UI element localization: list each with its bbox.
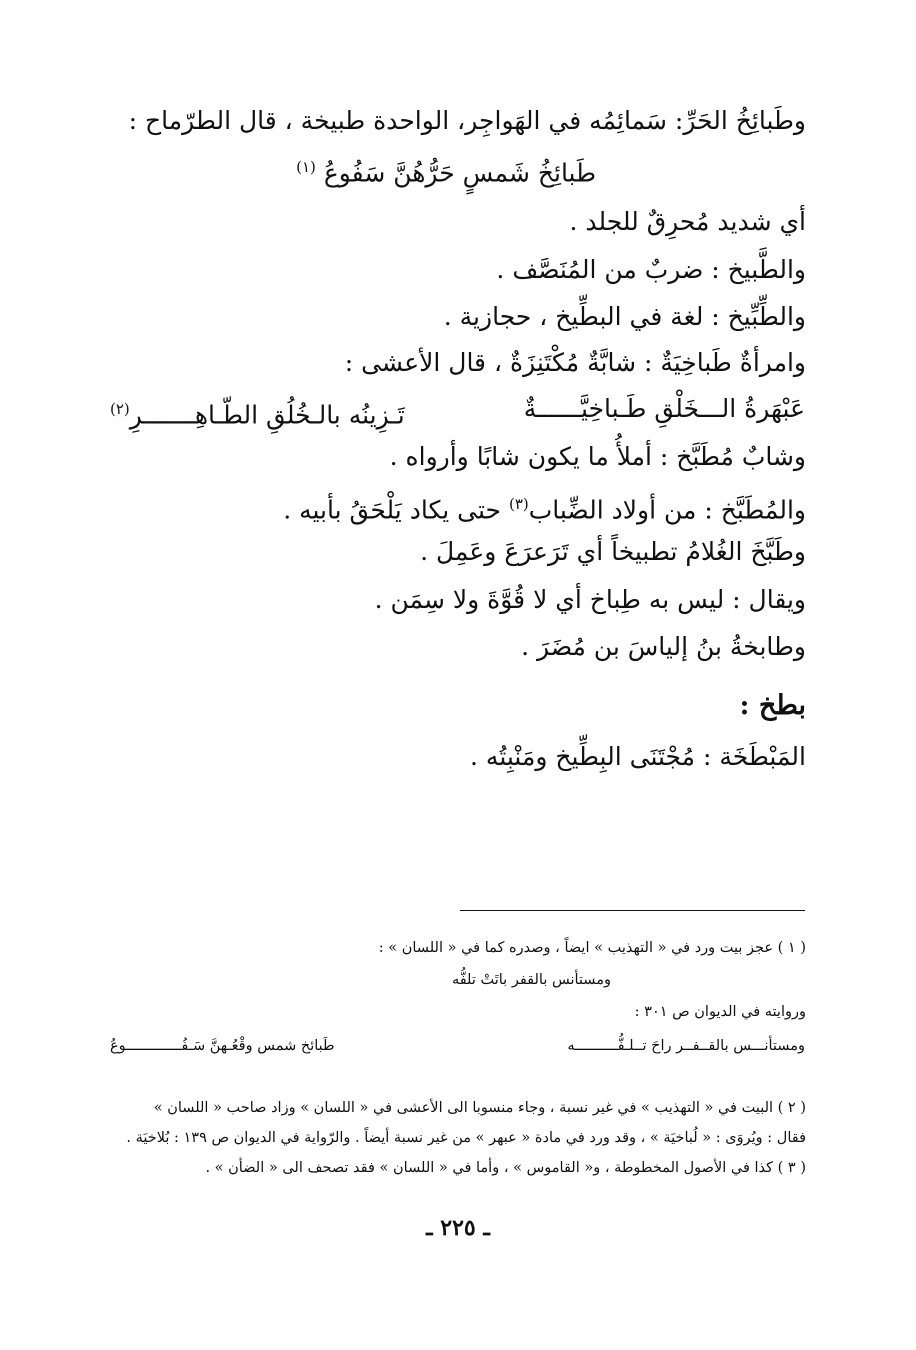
paragraph-tabikha: وطابخةُ بنُ إلياسَ بن مُضَرَ . bbox=[521, 632, 806, 661]
footnote-verse-left: طَبائخ شمس وقْعُـهنَّ سَـفُـــــــــــــوعُ bbox=[110, 1038, 335, 1054]
verse-text: طَبائِخُ شَمسٍ حَرُّهُنَّ سَفُوعُ bbox=[323, 158, 596, 188]
footnote-verse-right: ومستأنـــس بالقــفــر راحَ تــلـفُّــــــــــه bbox=[567, 1038, 805, 1054]
footnote-3-line-1: ( ٣ ) كذا في الأصول المخطوطة ، و« القاموس » ، وأما في « اللسان » فقد تصحف الى « الضأن » . bbox=[205, 1160, 806, 1176]
footnote-1-verse bbox=[110, 1036, 805, 1056]
section-heading-batakh: بطخ : bbox=[739, 690, 806, 721]
paragraph-tabikh: والطَّبيخ : ضربٌ من المُنَصَّف . bbox=[496, 255, 806, 284]
footnote-1-line-2: ومستأنس بالقفر باتَتْ تلفُّه bbox=[451, 972, 611, 988]
paragraph-tabakhiya: وامرأةٌ طَباخِيَةٌ : شابَّةٌ مُكْتَنِزَةٌ ، قال الأعشى : bbox=[344, 348, 806, 377]
footnote-ref-3: (٣) bbox=[508, 495, 529, 513]
paragraph-text: والمُطَبَّخ : من أولاد الضِّباب bbox=[528, 495, 806, 525]
verse-hemistich-left bbox=[110, 392, 405, 432]
page-number: ـ ٢٢٥ ـ bbox=[426, 1215, 490, 1241]
verse-hemistich-left-text: تَـزِينُه بالـخُلُقِ الطّـاهِـــــــرِ bbox=[129, 400, 405, 430]
verse-tirimmah bbox=[296, 150, 596, 190]
paragraph-tabaikh-heat: وطَبائِخُ الحَرِّ: سَمائِمُه في الهَواجِر، الواحدة طبيخة ، قال الطرّماح : bbox=[128, 106, 806, 135]
paragraph-mutabbakh-dibab bbox=[283, 487, 806, 527]
footnote-2-line-2: فقال : ويُروَى : « لُباخيَة » ، وقد ورد في مادة « عبهر » من غير نسبة أيضاً . والرّواية في الديوان ص ١٣٩ : بُلاخيَة . bbox=[126, 1130, 806, 1146]
footnote-ref-1: (١) bbox=[296, 158, 316, 176]
footnote-1-line-3: وروايته في الديوان ص ٣٠١ : bbox=[634, 1004, 806, 1020]
footnote-separator bbox=[460, 910, 805, 911]
footnote-ref-2: (٢) bbox=[110, 400, 130, 418]
paragraph-tabbakha: وطَبَّخَ الغُلامُ تطبيخاً أي تَرَعرَعَ وعَمِلَ . bbox=[420, 537, 806, 566]
footnote-1-line-1: ( ١ ) عجز بيت ورد في « التهذيب » ايضاً ، وصدره كما في « اللسان » : bbox=[378, 940, 806, 956]
paragraph-shadid: أي شديد مُحرِقٌ للجلد . bbox=[569, 207, 806, 236]
verse-asha bbox=[110, 392, 805, 432]
paragraph-tibakh: ويقال : ليس به طِباخ أي لا قُوَّةَ ولا سِمَن . bbox=[374, 585, 806, 614]
footnote-2-line-1: ( ٢ ) البيت في « التهذيب » في غير نسبة ، وجاء منسوبا الى الأعشى في « اللسان » وزاد صاحب « اللسان » bbox=[153, 1100, 806, 1116]
paragraph-tibbikh: والطِّبِّيخ : لغة في البطِّيخ ، حجازية . bbox=[443, 302, 806, 331]
paragraph-mabtakha: المَبْطَخَة : مُجْتَنَى البِطِّيخ ومَنْبِتُه . bbox=[470, 742, 806, 771]
paragraph-mutabbakh: وشابٌ مُطَبَّخ : أملأُ ما يكون شابًا وأرواه . bbox=[389, 442, 806, 471]
verse-hemistich-right: عَبْهَرةُ الـــخَلْقِ طَـباخِيَّــــــةٌ bbox=[523, 394, 805, 423]
paragraph-text-continued: حتى يكاد يَلْحَقُ بأبيه . bbox=[283, 495, 501, 525]
